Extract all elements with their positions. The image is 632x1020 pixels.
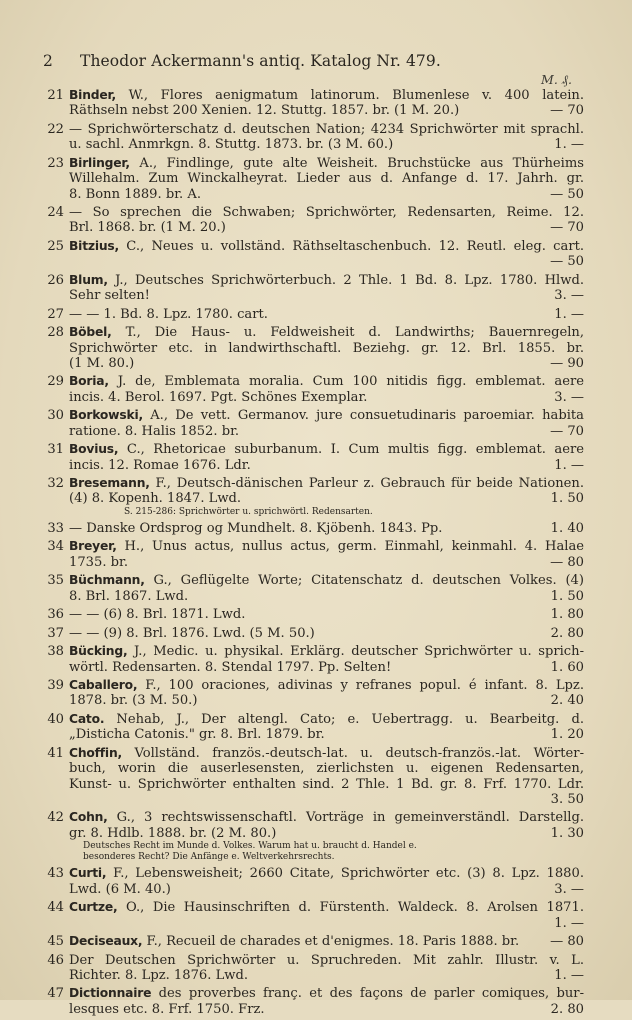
entry-body xyxy=(69,810,584,863)
entry-body xyxy=(69,678,584,709)
catalog-entry xyxy=(44,573,584,604)
entry-text: gr. 8. Hdlb. 1888. br. (2 M. 80.) xyxy=(69,825,277,841)
entry-text: Richter. 8. Lpz. 1876. Lwd. xyxy=(69,967,249,983)
catalog-entry xyxy=(44,307,584,322)
entry-heading: Blum, xyxy=(69,272,108,287)
entry-body xyxy=(69,307,584,322)
entry-line xyxy=(69,882,584,897)
entry-line xyxy=(69,986,584,1001)
entry-line xyxy=(69,88,584,103)
entry-body xyxy=(69,539,584,570)
entry-text: Der Deutschen Sprichwörter u. Spruchreden. Mit zahlr. Illustr. v. L. xyxy=(69,952,584,968)
price-column-heading: M. ₰. xyxy=(541,72,572,87)
entry-text: Nehab, J., Der altengl. Cato; e. Uebertragg. u. Bearbeitg. d. xyxy=(104,711,584,727)
page-header xyxy=(0,52,632,74)
entry-line-text xyxy=(69,137,554,152)
entry-number: 46 xyxy=(47,952,64,968)
entry-line xyxy=(69,968,584,983)
entry-price: — 80 xyxy=(550,554,584,570)
entry-body xyxy=(69,900,584,931)
entry-line xyxy=(69,712,584,727)
catalog-entry xyxy=(44,900,584,931)
entry-line xyxy=(69,934,584,949)
entry-line xyxy=(69,356,584,371)
entry-line xyxy=(69,171,584,186)
entry-line-text xyxy=(69,826,551,841)
entry-line xyxy=(69,644,584,659)
entry-price: — 90 xyxy=(550,355,584,371)
entry-number: 47 xyxy=(47,986,64,1002)
entry-price: 1. 80 xyxy=(550,607,584,623)
entry-body xyxy=(69,156,584,202)
catalog-entry xyxy=(44,88,584,119)
entry-body xyxy=(69,573,584,604)
entry-text: H., Unus actus, nullus actus, germ. Einmahl, keinmahl. 4. Halae xyxy=(116,539,584,555)
entry-text: F., Deutsch-dänischen Parleur z. Gebrauch für beide Nationen. xyxy=(149,476,584,492)
entry-note: S. 215-286: Sprichwörter u. sprichwörtl. Redensarten. xyxy=(124,506,373,517)
entry-number: 26 xyxy=(47,272,64,288)
entry-line xyxy=(69,678,584,693)
entry-line xyxy=(69,539,584,554)
entry-line xyxy=(69,777,584,792)
entry-line-text xyxy=(69,626,551,641)
catalog-entry xyxy=(44,626,584,641)
entry-line xyxy=(69,761,584,776)
entry-line-text xyxy=(69,521,551,536)
entry-text: A., De vett. Germanov. jure consuetudinaris paroemiar. habita xyxy=(142,408,584,424)
entry-text: (1 M. 80.) xyxy=(69,355,135,371)
entry-number: 36 xyxy=(47,607,64,623)
entry-line-text xyxy=(69,491,551,506)
entry-text: incis. 12. Romae 1676. Ldr. xyxy=(69,457,251,473)
catalog-entry xyxy=(44,934,584,949)
catalog-entry xyxy=(44,521,584,536)
entry-line xyxy=(69,660,584,675)
entry-line xyxy=(69,122,584,137)
entry-text: „Disticha Catonis." gr. 8. Brl. 1879. br. xyxy=(69,727,325,743)
entry-line xyxy=(69,693,584,708)
entry-price: 1. — xyxy=(554,306,584,322)
entry-text: J. de, Emblemata moralia. Cum 100 nitidis figg. emblemat. aere xyxy=(108,374,584,390)
entry-text: u. sachl. Anmrkgn. 8. Stuttg. 1873. br. (3 M. 60.) xyxy=(69,137,394,153)
entry-line xyxy=(69,727,584,742)
entry-line xyxy=(69,826,584,841)
entry-text: — So sprechen die Schwaben; Sprichwörter, Redensarten, Reime. 12. xyxy=(69,205,584,221)
entry-heading: Bovius, xyxy=(69,442,119,457)
entry-text: — — 1. Bd. 8. Lpz. 1780. cart. xyxy=(69,306,268,322)
entry-number: 43 xyxy=(47,866,64,882)
entry-line xyxy=(69,374,584,389)
entry-text: Brl. 1868. br. (1 M. 20.) xyxy=(69,220,226,236)
entry-line-text xyxy=(69,458,554,473)
entry-number: 25 xyxy=(47,238,64,254)
entry-number: 39 xyxy=(47,678,64,694)
entry-heading: Borkowski, xyxy=(69,408,143,423)
entry-text: G., Geflügelte Worte; Citatenschatz d. deutschen Volkes. (4) xyxy=(144,573,584,589)
entry-text: Vollständ. französ.-deutsch-lat. u. deutsch-französ.-lat. Wörter- xyxy=(121,745,584,761)
entry-heading: Boria, xyxy=(69,374,109,389)
catalog-entry xyxy=(44,374,584,405)
entry-text: des proverbes franç. et des façons de parler comiques, bur- xyxy=(151,986,584,1002)
entry-body xyxy=(69,205,584,236)
entry-body xyxy=(69,88,584,119)
entry-line xyxy=(69,156,584,171)
entry-text: Sehr selten! xyxy=(69,288,150,304)
entry-line-text xyxy=(69,103,550,118)
entry-line xyxy=(69,900,584,915)
catalog-entry xyxy=(44,273,584,304)
catalog-entry xyxy=(44,678,584,709)
entry-price-line xyxy=(69,254,584,269)
entry-line xyxy=(69,476,584,491)
entry-text: T., Die Haus- u. Feldweisheit d. Landwirths; Bauernregeln, xyxy=(111,325,584,341)
entry-line xyxy=(69,491,584,506)
entry-price: 1. — xyxy=(554,915,584,931)
entry-body xyxy=(69,607,584,622)
entry-text: F., Lebensweisheit; 2660 Citate, Sprichwörter etc. (3) 8. Lpz. 1880. xyxy=(106,866,584,882)
entry-body xyxy=(69,273,584,304)
entry-text: 1735. br. xyxy=(69,554,129,570)
entry-number: 32 xyxy=(47,476,64,492)
entry-line xyxy=(69,573,584,588)
entry-line xyxy=(69,103,584,118)
entry-text: buch, worin die auserlesensten, zierlichsten u. eigenen Redensarten, xyxy=(69,761,584,777)
entry-price: 1. — xyxy=(554,457,584,473)
entry-line xyxy=(69,589,584,604)
entry-body xyxy=(69,442,584,473)
entry-text: ratione. 8. Halis 1852. br. xyxy=(69,423,240,439)
entry-body xyxy=(69,986,584,1017)
entry-price-line xyxy=(69,792,584,807)
entry-number: 40 xyxy=(47,711,64,727)
entry-heading: Deciseaux, xyxy=(69,934,143,949)
entry-price: 1. 50 xyxy=(550,491,584,507)
entry-text: F., Recueil de charades et d'enigmes. 18. Paris 1888. br. xyxy=(142,934,520,950)
entry-line-text xyxy=(69,882,554,897)
entry-line xyxy=(69,458,584,473)
entry-price: — 70 xyxy=(550,220,584,236)
entry-number: 31 xyxy=(47,442,64,458)
entry-price: 2. 80 xyxy=(550,625,584,641)
entry-number: 29 xyxy=(47,374,64,390)
entry-heading: Bitzius, xyxy=(69,238,119,253)
entry-line-text xyxy=(69,934,550,949)
entry-heading: Cohn, xyxy=(69,810,108,825)
entry-text: Sprichwörter etc. in landwirthschaftl. Beziehg. gr. 12. Brl. 1855. br. xyxy=(69,340,584,356)
catalog-entry xyxy=(44,746,584,808)
entry-body xyxy=(69,866,584,897)
entry-price: 1. 60 xyxy=(550,659,584,675)
entry-heading: Breyer, xyxy=(69,539,117,554)
entry-text: C., Rhetoricae suburbanum. I. Cum multis figg. emblemat. aere xyxy=(118,442,584,458)
entry-line xyxy=(69,273,584,288)
entry-heading: Choffin, xyxy=(69,745,122,760)
entry-number: 38 xyxy=(47,644,64,660)
entry-text: Kunst- u. Sprichwörter enthalten sind. 2 Thle. 1 Bd. gr. 8. Frf. 1770. Ldr. xyxy=(69,776,584,792)
entry-text: lesques etc. 8. Frf. 1750. Frz. xyxy=(69,1001,265,1017)
entry-price: 1. 30 xyxy=(550,825,584,841)
entry-body xyxy=(69,644,584,675)
entry-line xyxy=(69,521,584,536)
catalog-entry xyxy=(44,239,584,270)
entry-text: A., Findlinge, gute alte Weisheit. Bruchstücke aus Thürheims xyxy=(129,155,584,171)
catalog-entry xyxy=(44,408,584,439)
entry-number: 30 xyxy=(47,408,64,424)
entry-line xyxy=(69,607,584,622)
entry-body xyxy=(69,521,584,536)
entry-price: 1. 50 xyxy=(550,588,584,604)
entry-heading: Böbel, xyxy=(69,325,112,340)
entry-line xyxy=(69,442,584,457)
entry-text: Räthseln nebst 200 Xenien. 12. Stuttg. 1857. br. (1 M. 20.) xyxy=(69,103,460,119)
entry-price: 3. — xyxy=(554,389,584,405)
entry-line xyxy=(69,810,584,825)
entry-number: 41 xyxy=(47,745,64,761)
catalog-entry xyxy=(44,953,584,984)
entry-line xyxy=(69,341,584,356)
entry-number: 37 xyxy=(47,625,64,641)
entry-body xyxy=(69,953,584,984)
entry-line xyxy=(69,953,584,968)
catalog-entry xyxy=(44,712,584,743)
entry-line-text xyxy=(69,968,554,983)
entry-line xyxy=(69,137,584,152)
entry-heading: Dictionnaire xyxy=(69,986,152,1001)
catalog-entry xyxy=(44,476,584,518)
entry-price: 3. — xyxy=(554,288,584,304)
catalog-entry xyxy=(44,122,584,153)
entry-line xyxy=(69,424,584,439)
entry-text: G., 3 rechtswissenschaftl. Vorträge in gemeinverständl. Darstellg. xyxy=(107,810,584,826)
entry-number: 42 xyxy=(47,810,64,826)
entry-number: 24 xyxy=(47,205,64,221)
entry-line xyxy=(69,325,584,340)
entry-price: 2. 40 xyxy=(550,693,584,709)
entry-heading: Cato. xyxy=(69,711,105,726)
entry-line xyxy=(69,307,584,322)
entry-line xyxy=(69,866,584,881)
entry-line-text xyxy=(69,660,551,675)
entry-heading: Curti, xyxy=(69,866,107,881)
entry-text: wörtl. Redensarten. 8. Stendal 1797. Pp. Selten! xyxy=(69,659,392,675)
entry-line-text xyxy=(69,424,550,439)
entry-text: — Danske Ordsprog og Mundhelt. 8. Kjöbenh. 1843. Pp. xyxy=(69,520,443,536)
entry-text: 1878. br. (3 M. 50.) xyxy=(69,693,198,709)
entry-note: besonderes Recht? Die Anfänge e. Weltverkehrsrechts. xyxy=(83,852,335,863)
entry-heading: Caballero, xyxy=(69,678,138,693)
entry-price: 3. 50 xyxy=(550,791,584,807)
entry-number: 21 xyxy=(47,88,64,103)
entry-heading: Birlinger, xyxy=(69,155,130,170)
entry-text: F., 100 oraciones, adivinas y refranes popul. é infant. 8. Lpz. xyxy=(137,678,584,694)
entry-line-text xyxy=(69,1002,551,1017)
entry-number: 27 xyxy=(47,306,64,322)
entry-text: J., Deutsches Sprichwörterbuch. 2 Thle. 1 Bd. 8. Lpz. 1780. Hlwd. xyxy=(107,272,584,288)
entry-line xyxy=(69,626,584,641)
page-number: 2 xyxy=(43,52,53,70)
entry-line-text xyxy=(69,727,551,742)
entry-heading: Bresemann, xyxy=(69,476,150,491)
entry-body xyxy=(69,408,584,439)
entry-price: 1. — xyxy=(554,137,584,153)
catalog-entry xyxy=(44,539,584,570)
entry-text: J., Medic. u. physikal. Erklärg. deutscher Sprichwörter u. sprich- xyxy=(127,644,584,660)
entry-heading: Binder, xyxy=(69,88,117,102)
entry-line-text xyxy=(69,693,551,708)
entry-text: O., Die Hausinschriften d. Fürstenth. Waldeck. 8. Arolsen 1871. xyxy=(117,900,584,916)
entry-line-text xyxy=(69,555,550,570)
entry-line-text xyxy=(69,390,554,405)
entry-price: — 50 xyxy=(550,254,584,270)
entry-body xyxy=(69,374,584,405)
entry-line xyxy=(69,390,584,405)
entry-line xyxy=(69,288,584,303)
entry-text: — — (9) 8. Brl. 1876. Lwd. (5 M. 50.) xyxy=(69,625,315,641)
entry-number: 23 xyxy=(47,155,64,171)
entry-text: (4) 8. Kopenh. 1847. Lwd. xyxy=(69,491,242,507)
catalog-entry-list xyxy=(44,88,584,1020)
entry-body xyxy=(69,626,584,641)
catalog-entry xyxy=(44,986,584,1017)
entry-note: Deutsches Recht im Munde d. Volkes. Warum hat u. braucht d. Handel e. xyxy=(83,841,417,852)
entry-heading: Curtze, xyxy=(69,900,118,915)
entry-price: 3. — xyxy=(554,881,584,897)
entry-body xyxy=(69,239,584,270)
entry-price: 1. 20 xyxy=(550,727,584,743)
entry-line xyxy=(69,239,584,254)
catalog-entry xyxy=(44,607,584,622)
entry-heading: Büchmann, xyxy=(69,573,145,588)
entry-body xyxy=(69,476,584,518)
entry-number: 34 xyxy=(47,539,64,555)
entry-price: — 50 xyxy=(550,186,584,202)
entry-line xyxy=(69,408,584,423)
entry-text: 8. Brl. 1867. Lwd. xyxy=(69,588,189,604)
entry-text: Willehalm. Zum Winckalheyrat. Lieder aus d. Anfange d. 17. Jahrh. gr. xyxy=(69,171,584,187)
entry-line xyxy=(69,220,584,235)
entry-text: W., Flores aenigmatum latinorum. Blumenlese v. 400 latein. xyxy=(116,88,584,103)
entry-line xyxy=(69,746,584,761)
entry-text: — — (6) 8. Brl. 1871. Lwd. xyxy=(69,607,246,623)
entry-line-text xyxy=(69,356,550,371)
entry-line xyxy=(69,205,584,220)
entry-line xyxy=(69,1002,584,1017)
entry-text: Lwd. (6 M. 40.) xyxy=(69,881,171,897)
entry-text: C., Neues u. vollständ. Räthseltaschenbuch. 12. Reutl. eleg. cart. xyxy=(118,238,584,254)
entry-price: 2. 80 xyxy=(550,1001,584,1017)
entry-line-text xyxy=(69,187,550,202)
entry-text: incis. 4. Berol. 1697. Pgt. Schönes Exemplar. xyxy=(69,389,368,405)
entry-body xyxy=(69,712,584,743)
entry-line xyxy=(69,555,584,570)
entry-line-text xyxy=(69,607,551,622)
entry-line-text xyxy=(69,589,551,604)
entry-number: 28 xyxy=(47,325,64,341)
entry-line-text xyxy=(69,220,550,235)
running-title: Theodor Ackermann's antiq. Katalog Nr. 479. xyxy=(80,52,441,70)
entry-line-text xyxy=(69,288,554,303)
catalog-entry xyxy=(44,644,584,675)
entry-number: 45 xyxy=(47,934,64,950)
catalog-entry xyxy=(44,866,584,897)
entry-body xyxy=(69,746,584,808)
entry-text: 8. Bonn 1889. br. A. xyxy=(69,186,201,202)
entry-text: — Sprichwörterschatz d. deutschen Nation; 4234 Sprichwörter mit sprachl. xyxy=(69,121,584,137)
entry-number: 44 xyxy=(47,900,64,916)
entry-price: 1. 40 xyxy=(550,520,584,536)
entry-heading: Bücking, xyxy=(69,644,128,659)
entry-body xyxy=(69,325,584,371)
entry-line-text xyxy=(69,307,554,322)
entry-price-line xyxy=(69,916,584,931)
entry-number: 33 xyxy=(47,520,64,536)
entry-price: 1. — xyxy=(554,967,584,983)
entry-line xyxy=(69,187,584,202)
catalog-entry xyxy=(44,442,584,473)
entry-price: — 80 xyxy=(550,934,584,950)
catalog-entry xyxy=(44,325,584,371)
entry-number: 35 xyxy=(47,573,64,589)
entry-number: 22 xyxy=(47,121,64,137)
entry-price: — 70 xyxy=(550,423,584,439)
catalog-entry xyxy=(44,810,584,863)
entry-price: — 70 xyxy=(550,103,584,119)
catalog-entry xyxy=(44,156,584,202)
entry-body xyxy=(69,122,584,153)
catalog-entry xyxy=(44,205,584,236)
entry-body xyxy=(69,934,584,949)
